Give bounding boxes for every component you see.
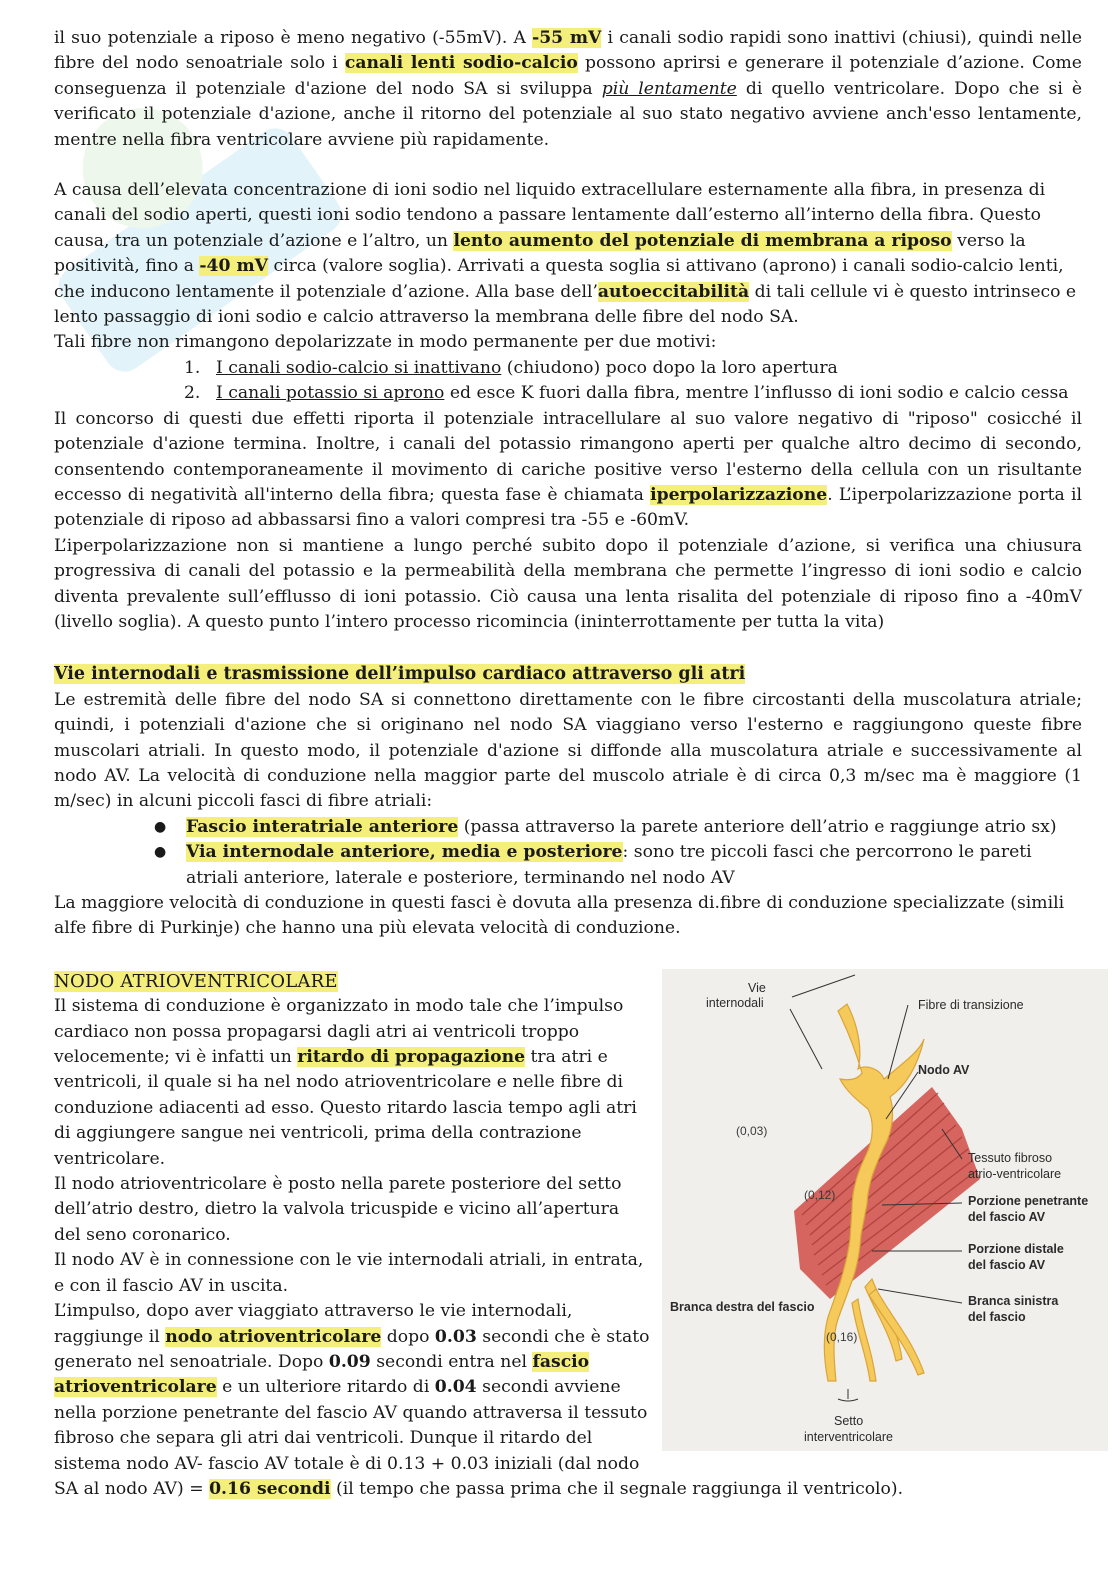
internodal-bullets [54, 815, 1082, 891]
highlight-40mv: -40 mV [199, 256, 268, 277]
highlight-55mv: -55 mV [532, 28, 602, 48]
label-vie: Vie [748, 980, 766, 995]
label-tessuto-2: atrio-ventricolare [968, 1166, 1062, 1181]
label-penetrante-2: del fascio AV [968, 1209, 1046, 1224]
label-penetrante-1: Porzione penetrante [968, 1193, 1089, 1208]
reasons-list [54, 356, 1082, 407]
highlight-autoeccitabilita: autoeccitabilità [597, 281, 750, 302]
list-item: 1. I canali sodio-calcio si inattivano (chiudono) poco dopo la loro apertura [184, 357, 838, 378]
label-tessuto-1: Tessuto fibroso [968, 1150, 1053, 1165]
paragraph-sodium-leak: A causa dell’elevata concentrazione di ioni sodio nel liquido extracellulare esternamente alla fibra, in presenza di canali del sodio aperti, questi ioni sodio tendono a passare lentamente dall’esterno all’interno della fibra. Questo causa, tra un potenziale d’azione e l’altro, un lento aumento del potenziale di membrana a riposo verso la positività, fino a -40 mV circa (valore soglia). Arrivati a questa soglia si attivano (aprono) i canali sodio-calcio lenti, che inducono lentamente il potenziale d’azione. Alla base dell’autoeccitabilità di tali cellule vi è questo intrinseco e lento passaggio di ioni sodio e calcio attraverso la membrana delle fibre del nodo SA. [54, 180, 1077, 328]
label-branca-destra: Branca destra del fascio [670, 1299, 815, 1314]
label-time-003: (0,03) [736, 1123, 768, 1138]
emphasis-piu-lentamente: più lentamente [601, 78, 737, 99]
paragraph-av-connection: Il nodo AV è in connessione con le vie internodali atriali, in entrata, e con il fascio AV in uscita. [54, 1250, 644, 1296]
document-page [54, 26, 1089, 1502]
paragraph-internodal: Le estremità delle fibre del nodo SA si connettono direttamente con le fibre circostanti della muscolatura atriale; quindi, i potenziali d'azione che si originano nel nodo SA viaggiano verso l'esterno e raggiungono queste fibre muscolari atriali. In questo modo, il potenziale d'azione si diffonde alla muscolatura atriale e successivamente al nodo AV. La velocità di conduzione nella maggior parte del muscolo atriale è di circa 0,3 m/sec ma è maggiore (1 m/sec) in alcuni piccoli fasci di fibre atriali: [54, 689, 1082, 812]
label-time-012: (0,12) [804, 1187, 836, 1202]
highlight-lento-aumento: lento aumento del potenziale di membrana a riposo [453, 230, 952, 251]
paragraph-conduction-speed: La maggiore velocità di conduzione in questi fasci è dovuta alla presenza di.fibre di conduzione specializzate (simili alfe fibre di Purkinje) che hanno una più elevata velocità di conduzione. [54, 893, 1065, 939]
section-title-internodal: Vie internodali e trasmissione dell’impulso cardiaco attraverso gli atri [54, 664, 746, 685]
label-internodali: internodali [706, 995, 764, 1010]
label-time-016: (0,16) [826, 1329, 858, 1344]
label-nodo-av: Nodo AV [918, 1062, 970, 1077]
highlight-canali-lenti: canali lenti sodio-calcio [344, 53, 578, 74]
label-sinistra-2: del fascio [968, 1309, 1026, 1324]
paragraph-av-timing: L’impulso, dopo aver viaggiato attraverso le vie internodali, raggiunge il nodo atrioventricolare dopo 0.03 secondi che è stato generato nel senoatriale. Dopo 0.09 secondi entra nel fascio atrioventricolare e un ulteriore ritardo di 0.04 secondi avviene nella porzione penetrante del fascio AV quando attraversa il tessuto fibroso che separa gli atri dai ventricoli. Dunque il ritardo del sistema nodo AV- fascio AV totale è di 0.13 + 0.03 iniziali (dal nodo [54, 1301, 650, 1474]
conduction-system-figure [662, 969, 1108, 1451]
highlight-iperpolarizzazione: iperpolarizzazione [650, 484, 828, 505]
paragraph-recovery: L’iperpolarizzazione non si mantiene a lungo perché subito dopo il potenziale d’azione, si verifica una chiusura progressiva di canali del potassio e la permeabilità della membrana che permette l’ingresso di ioni sodio e calcio diventa prevalente sull’efflusso di ioni potassio. Ciò causa una lenta risalita del potenziale di riposo fino a -40mV (livello soglia). A questo punto l’intero processo ricomincia (ininterrottamente per tutta la vita) [54, 535, 1082, 632]
bullet-icon: ● [154, 844, 167, 861]
paragraph-sa-potential: il suo potenziale a riposo è meno negativo (-55mV). A -55 mV i canali sodio rapidi sono inattivi (chiusi), quindi nelle fibre del nodo senoatriale solo i canali lenti sodio-calcio possono aprirsi e generare il potenziale d’azione. Come conseguenza il potenziale d'azione del nodo SA si sviluppa più lentamente di quello ventricolare. Dopo che si è verificato il potenziale d'azione, anche il ritorno del potenziale al suo stato negativo avviene anch'esso lentamente, mentre nella fibra ventricolare avviene più rapidamente. [54, 28, 1083, 150]
label-distale-2: del fascio AV [968, 1257, 1046, 1272]
label-sinistra-1: Branca sinistra [968, 1293, 1059, 1308]
paragraph-hyperpolarization: Il concorso di questi due effetti riporta il potenziale intracellulare al suo valore negativo di "riposo" cosicché il potenziale d'azione termina. Inoltre, i canali del potassio rimangono aperti per qualche altro decimo di secondo, consentendo contemporaneamente il movimento di cariche positive verso l'esterno della cellula con un risultante eccesso di negatività all'interno della fibra; questa fase è chiamata iperpolarizzazione. L’iperpolarizzazione porta il potenziale di riposo ad abbassarsi fino a valori compresi tra -55 e -60mV. [54, 408, 1082, 531]
paragraph-total-delay: SA al nodo AV) = 0.16 secondi (il tempo che passa prima che il segnale raggiunga il ventricolo). [54, 1478, 904, 1499]
av-node-illustration [662, 969, 1108, 1451]
av-node-section [54, 969, 1089, 1503]
section-title-av-node: NODO ATRIOVENTRICOLARE [54, 970, 338, 992]
paragraph-av-location: Il nodo atrioventricolare è posto nella parete posteriore del setto dell’atrio destro, dietro la valvola tricuspide e vicino all’apertura del seno coronarico. [54, 1174, 622, 1245]
label-setto-1: Setto [834, 1413, 864, 1428]
paragraph-propagation-delay: Il sistema di conduzione è organizzato in modo tale che l’impulso cardiaco non possa propagarsi dagli atri ai ventricoli troppo velocemente; vi è infatti un ritardo di propagazione tra atri e ventricoli, il quale si ha nel nodo atrioventricolare e nelle fibre di conduzione adiacenti ad esso. Questo ritardo lascia tempo agli atri di aggiungere sangue nei ventricoli, prima della contrazione ventricolare. [54, 996, 637, 1169]
label-distale-1: Porzione distale [968, 1241, 1064, 1256]
list-item: 2. I canali potassio si aprono ed esce K fuori dalla fibra, mentre l’influsso di ioni sodio e calcio cessa [184, 383, 1069, 404]
bullet-icon: ● [154, 818, 167, 835]
label-setto-2: interventricolare [804, 1429, 893, 1444]
paragraph-two-reasons: Tali fibre non rimangono depolarizzate in modo permanente per due motivi: [54, 332, 717, 353]
label-fibre-transizione: Fibre di transizione [918, 997, 1024, 1012]
list-item: ● Via internodale anteriore, media e posteriore: sono tre piccoli fasci che percorrono le pareti atriali anteriore, laterale e posteriore, terminando nel nodo AV [154, 840, 1082, 891]
list-item: ● Fascio interatriale anteriore (passa attraverso la parete anteriore dell’atrio e raggiunge atrio sx) [154, 815, 1082, 840]
highlight-ritardo: ritardo di propagazione [297, 1047, 526, 1068]
